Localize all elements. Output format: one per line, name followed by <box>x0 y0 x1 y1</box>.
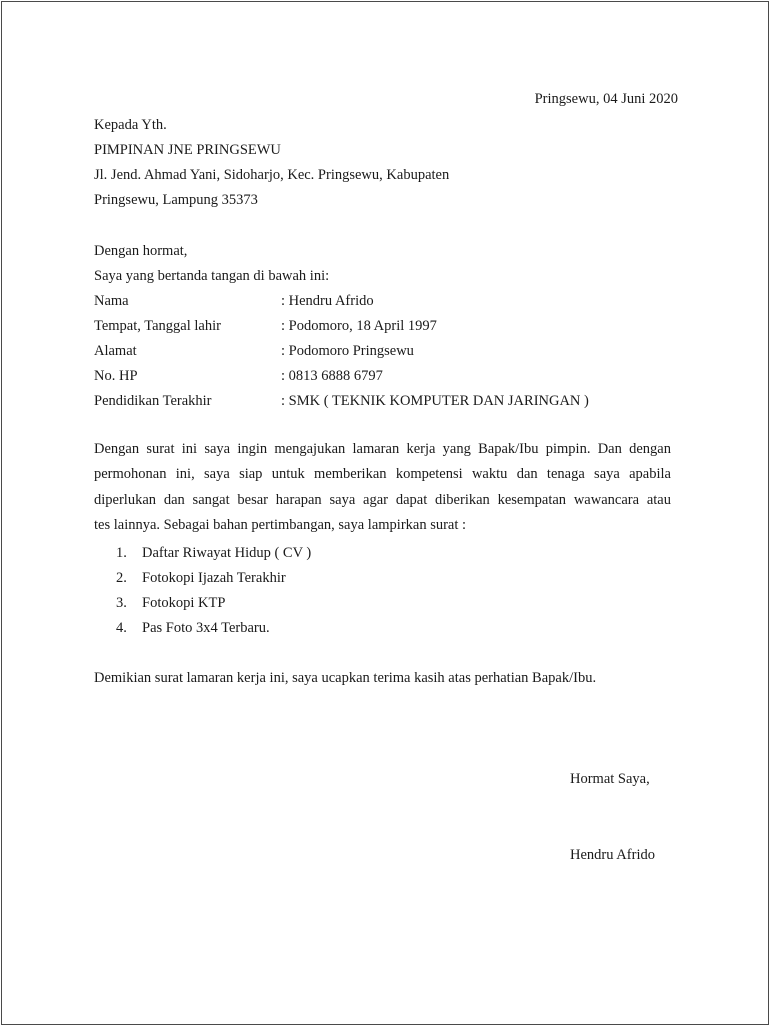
recipient-address-line2: Pringsewu, Lampung 35373 <box>94 192 258 208</box>
field-label-hp: No. HP <box>94 368 138 384</box>
place-date: Pringsewu, 04 Juni 2020 <box>534 91 678 107</box>
attachment-text: Daftar Riwayat Hidup ( CV ) <box>142 545 312 561</box>
opening-greeting: Dengan hormat, <box>94 243 188 259</box>
field-value-ttl: : Podomoro, 18 April 1997 <box>281 318 437 334</box>
attachment-number: 2. <box>116 570 127 586</box>
attachment-number: 1. <box>116 545 127 561</box>
attachment-number: 4. <box>116 620 127 636</box>
recipient-address-line1: Jl. Jend. Ahmad Yani, Sidoharjo, Kec. Pringsewu, Kabupaten <box>94 167 450 183</box>
field-value-hp: : 0813 6888 6797 <box>281 368 383 384</box>
field-label-nama: Nama <box>94 293 129 309</box>
body-line: permohonan ini, saya siap untuk memberikan kompetensi waktu dan tenaga saya apabila <box>94 466 671 483</box>
intro-statement: Saya yang bertanda tangan di bawah ini: <box>94 268 330 284</box>
recipient-name: PIMPINAN JNE PRINGSEWU <box>94 142 281 158</box>
attachment-text: Fotokopi Ijazah Terakhir <box>142 570 286 586</box>
body-line: diperlukan dan sangat besar harapan saya agar dapat diberikan kesempatan wawancara atau <box>94 491 671 508</box>
field-label-alamat: Alamat <box>94 343 137 359</box>
field-value-pendidikan: : SMK ( TEKNIK KOMPUTER DAN JARINGAN ) <box>281 393 589 409</box>
attachment-number: 3. <box>116 595 127 611</box>
attachment-text: Pas Foto 3x4 Terbaru. <box>142 620 270 636</box>
field-label-ttl: Tempat, Tanggal lahir <box>94 318 221 334</box>
closing-statement: Demikian surat lamaran kerja ini, saya ucapkan terima kasih atas perhatian Bapak/Ibu. <box>94 670 597 686</box>
recipient-salutation: Kepada Yth. <box>94 117 167 133</box>
field-label-pendidikan: Pendidikan Terakhir <box>94 393 212 409</box>
body-paragraph <box>94 437 671 538</box>
attachment-text: Fotokopi KTP <box>142 595 226 611</box>
field-value-alamat: : Podomoro Pringsewu <box>281 343 414 359</box>
signoff: Hormat Saya, <box>570 771 650 787</box>
field-value-nama: : Hendru Afrido <box>281 293 374 309</box>
body-line: tes lainnya. Sebagai bahan pertimbangan, saya lampirkan surat : <box>94 516 467 533</box>
signer-name: Hendru Afrido <box>570 847 655 863</box>
body-line: Dengan surat ini saya ingin mengajukan lamaran kerja yang Bapak/Ibu pimpin. Dan dengan <box>94 441 671 457</box>
